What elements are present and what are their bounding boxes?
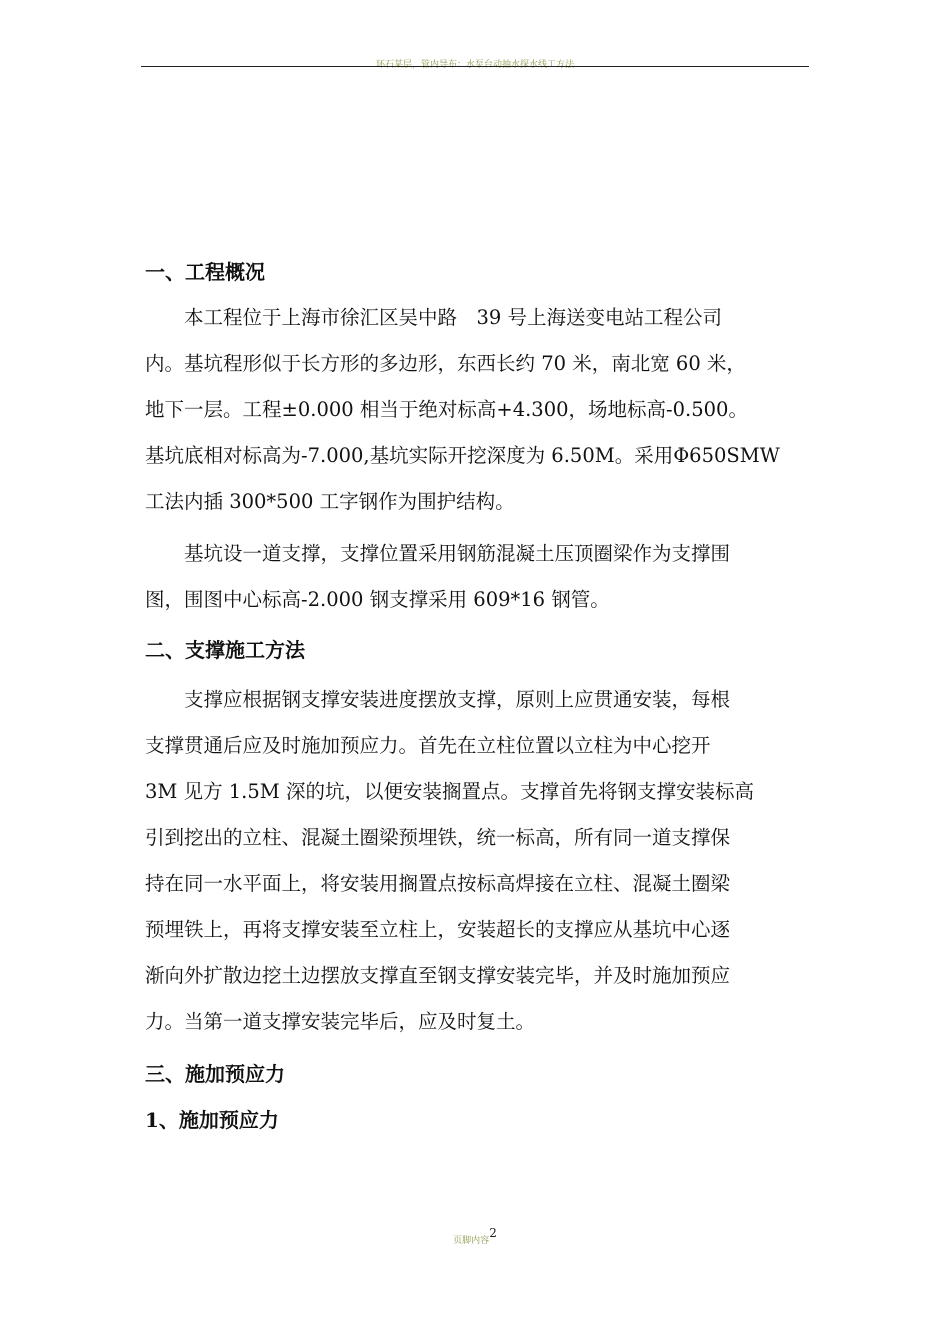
text-line: 图，围图中心标高-2.000 钢支撑采用 609*16 钢管。 (145, 588, 610, 611)
text-line: 力。当第一道支撑安装完毕后，应及时复土。 (145, 1010, 536, 1033)
page-footer (0, 1226, 950, 1248)
paragraph-overview-1 (145, 295, 825, 525)
text-line: 内。基坑程形似于长方形的多边形，东西长约 70 米，南北宽 60 米， (145, 352, 746, 375)
text-line: 引到挖出的立柱、混凝土圈梁预埋铁，统一标高，所有同一道支撑保 (145, 826, 731, 849)
text-line: 支撑应根据钢支撑安装进度摆放支撑，原则上应贯通安装，每根 (145, 688, 731, 711)
header-rule (141, 66, 809, 67)
paragraph-overview-2 (145, 531, 825, 623)
text-line: 基坑设一道支撑，支撑位置采用钢筋混凝土压顶圈梁作为支撑围 (145, 542, 731, 565)
text-line: 地下一层。工程±0.000 相当于绝对标高+4.300，场地标高-0.500。 (145, 398, 748, 421)
footer-text: 页脚内容 (453, 1236, 490, 1246)
section-heading-prestress: 三、施加预应力 (145, 1062, 285, 1086)
text-line: 持在同一水平面上，将安装用搁置点按标高焊接在立柱、混凝土圈梁 (145, 872, 731, 895)
text-line: 基坑底相对标高为-7.000,基坑实际开挖深度为 6.50M。采用Φ650SMW (145, 444, 780, 467)
section-heading-support-method: 二、支撑施工方法 (145, 638, 305, 662)
text-line: 渐向外扩散边挖土边摆放支撑直至钢支撑安装完毕，并及时施加预应 (145, 964, 731, 987)
text-line: 支撑贯通后应及时施加预应力。首先在立柱位置以立柱为中心挖开 (145, 734, 711, 757)
subsection-heading-prestress: 1、施加预应力 (145, 1108, 279, 1132)
page-header-text: 环石某层，管内导布：水泵台动抽水探水线工方法 (375, 60, 574, 70)
document-body (145, 255, 825, 1137)
text-line: 3M 见方 1.5M 深的坑，以便安装搁置点。支撑首先将钢支撑安装标高 (145, 780, 754, 803)
text-line: 工法内插 300*500 工字钢作为围护结构。 (145, 490, 515, 513)
text-line: 本工程位于上海市徐汇区吴中路 39 号上海送变电站工程公司 (145, 306, 723, 329)
paragraph-support-method (145, 677, 825, 1045)
text-line: 预埋铁上，再将支撑安装至立柱上，安装超长的支撑应从基坑中心逐 (145, 918, 731, 941)
page-number: 2 (489, 1226, 497, 1240)
section-heading-overview: 一、工程概况 (145, 260, 265, 284)
